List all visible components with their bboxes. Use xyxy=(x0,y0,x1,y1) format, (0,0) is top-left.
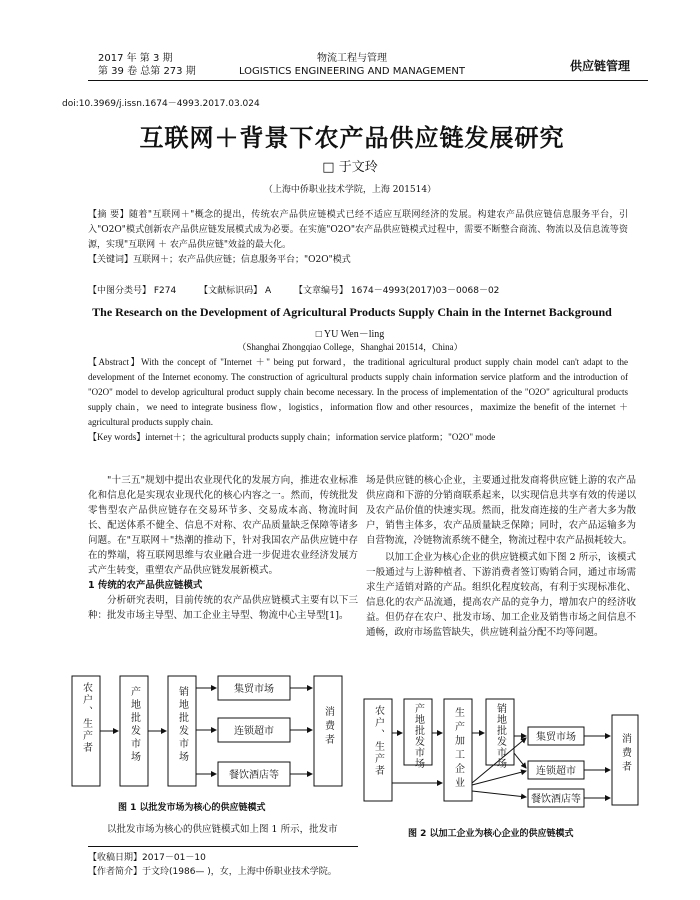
figure-2-caption: 图 2 以加工企业为核心企业的供应链模式 xyxy=(408,829,574,839)
fig2-farmers-label: 农户、生产者 xyxy=(372,705,384,777)
figure-2-diagram xyxy=(362,693,652,813)
article-number: 【文章编号】 1674－4993(2017)03－0068－02 xyxy=(294,286,500,296)
journal-name xyxy=(222,52,482,78)
affiliation: （上海中侨职业技术学院，上海 201514） xyxy=(263,185,437,195)
section-heading-1: 1 传统的农产品供应链模式 xyxy=(88,580,203,591)
author-bio: 【作者简介】于文玲(1986— )，女，上海中侨职业技术学院。 xyxy=(88,867,337,877)
received-date: 【收稿日期】2017－01－10 xyxy=(88,853,206,863)
abstract-cn-text: 【摘 要】随着"互联网＋"概念的提出，传统农产品供应链模式已经不适应互联网经济的发展。构建农产品供应链信息服务平台，引入"O2O"模式创新农产品供应链发展模式成为必要。在实施"O2O"农产品供应链模式过程中，需要不断整合商流、物流以及信息流等资源，实现"互联网 ＋ 农产品供应链"效益的最大化。 xyxy=(88,210,628,250)
fig1-retail2-label: 连锁超市 xyxy=(234,726,274,737)
section-label: 供应链管理 xyxy=(570,59,631,73)
journal-name-en: LOGISTICS ENGINEERING AND MANAGEMENT xyxy=(238,66,466,77)
fig2-origin-label: 产地批发市场 xyxy=(412,703,424,769)
figure-1-diagram xyxy=(70,668,360,798)
fig1-consumer-label: 消费者 xyxy=(322,706,334,748)
paragraph-1: 分析研究表明，目前传统的农产品供应链模式主要有以下三种：批发市场主导型、加工企业主导型、物流中心主导型[1]。 xyxy=(88,595,358,621)
keywords-cn: 【关键词】互联网＋；农产品供应链；信息服务平台；"O2O"模式 xyxy=(88,255,351,265)
author-en: □ YU Wen－ling xyxy=(315,329,385,340)
keywords-en: 【Key words】internet＋；the agricultural products supply chain；information service platform；"O2O" mode xyxy=(88,432,496,442)
volume-total: 第 39 卷 总第 273 期 xyxy=(98,66,196,77)
fig2-retail2-label: 连锁超市 xyxy=(536,766,576,777)
document-code: 【文献标识码】 A xyxy=(199,286,272,296)
issue-info xyxy=(98,52,196,78)
affiliation-en: （Shanghai Zhongqiao College，Shanghai 201514，China） xyxy=(237,342,463,352)
fig1-sales-label: 销地批发市场 xyxy=(176,686,188,764)
doi: doi:10.3969/j.issn.1674－4993.2017.03.024 xyxy=(62,99,260,109)
fig2-sales-label: 销地批发市场 xyxy=(494,703,506,769)
abstract-cn xyxy=(88,208,628,268)
fig2-processor-label: 生产加工企业 xyxy=(452,707,464,791)
right-column xyxy=(366,473,636,640)
journal-name-cn: 物流工程与管理 xyxy=(317,53,387,64)
abstract-en xyxy=(88,355,628,445)
paper-title: 互联网＋背景下农产品供应链发展研究 xyxy=(139,123,565,152)
classification-line xyxy=(88,283,519,296)
year-issue: 2017 年 第 3 期 xyxy=(98,53,173,64)
abstract-en-text: 【Abstract】With the concept of "Internet ＋" being put forward，the traditional agricultural product supply chain model can't adapt to the development of the Internet economy. The construction of agricultural products supply chain information service platform and the introduction of "O2O" model to develop agricultural product supply chain become necessary. In the process of implementation of the "O2O" agricultural products supply chain，we need to integrate business flow，logistics，information flow and other resources，maximize the benefit of the internet ＋ agricultural products supply chain. xyxy=(88,357,628,427)
paragraph-4: 以加工企业为核心企业的供应链模式如下图 2 所示，该模式一般通过与上游种植者、下游消费者签订购销合同，通过市场需求生产适销对路的产品。组织化程度较高，有利于实现标准化、信息化的农产品流通，提高农产品的竞争力，增加农户的经济收益。但仍存在农户、批发市场、加工企业及销售市场之间信息不通畅，政府市场监管缺失，供应链利益分配不均等问题。 xyxy=(366,552,636,638)
figure-1-caption: 图 1 以批发市场为核心的供应链模式 xyxy=(118,803,266,813)
fig1-retail3-label: 餐饮酒店等 xyxy=(229,770,279,781)
header-rule xyxy=(88,80,648,81)
paper-title-en: The Research on the Development of Agricultural Products Supply Chain in the Internet Background xyxy=(92,305,612,319)
fig2-consumer-label: 消费者 xyxy=(619,733,631,775)
paragraph-2: 以批发市场为核心的供应链模式如上图 1 所示，批发市 xyxy=(107,824,338,835)
left-column-tail xyxy=(88,822,358,837)
fig1-farmers-label: 农户、生产者 xyxy=(80,682,92,754)
footnote-rule xyxy=(88,846,358,847)
fig1-origin-label: 产地批发市场 xyxy=(128,686,140,764)
fig2-retail3-label: 餐饮酒店等 xyxy=(531,794,581,805)
author: □ 于文玲 xyxy=(322,160,378,175)
paragraph-3: 场是供应链的核心企业，主要通过批发商将供应链上游的农产品供应商和下游的分销商联系起来，以实现信息共享有效的传递以及农产品价值的快速实现。然而，批发商连接的生产者大多为散户，销售主体多，农产品质量缺乏保障；同时，农产品运输多为自营物流，冷链物流系统不健全，物流过程中农产品损耗较大。 xyxy=(366,475,636,546)
class-number: 【中图分类号】 F274 xyxy=(88,286,177,296)
intro-paragraph: "十三五"规划中提出农业现代化的发展方向，推进农业标准化和信息化是实现农业现代化的核心内容之一。然而，传统批发零售型农产品供应链存在交易环节多、交易成本高、物流时间长、配送体系不健全、信息不对称、农产品质量缺乏保障等诸多问题。在"互联网＋"热潮的推动下，针对我国农产品供应链中存在的弊端，将互联网思维与农业融合进一步促进农业经济发展方式产生转变，重塑农产品供应链发展新模式。 xyxy=(88,475,358,576)
left-column xyxy=(88,473,358,623)
fig1-retail1-label: 集贸市场 xyxy=(234,684,274,695)
fig2-retail1-label: 集贸市场 xyxy=(536,732,576,743)
